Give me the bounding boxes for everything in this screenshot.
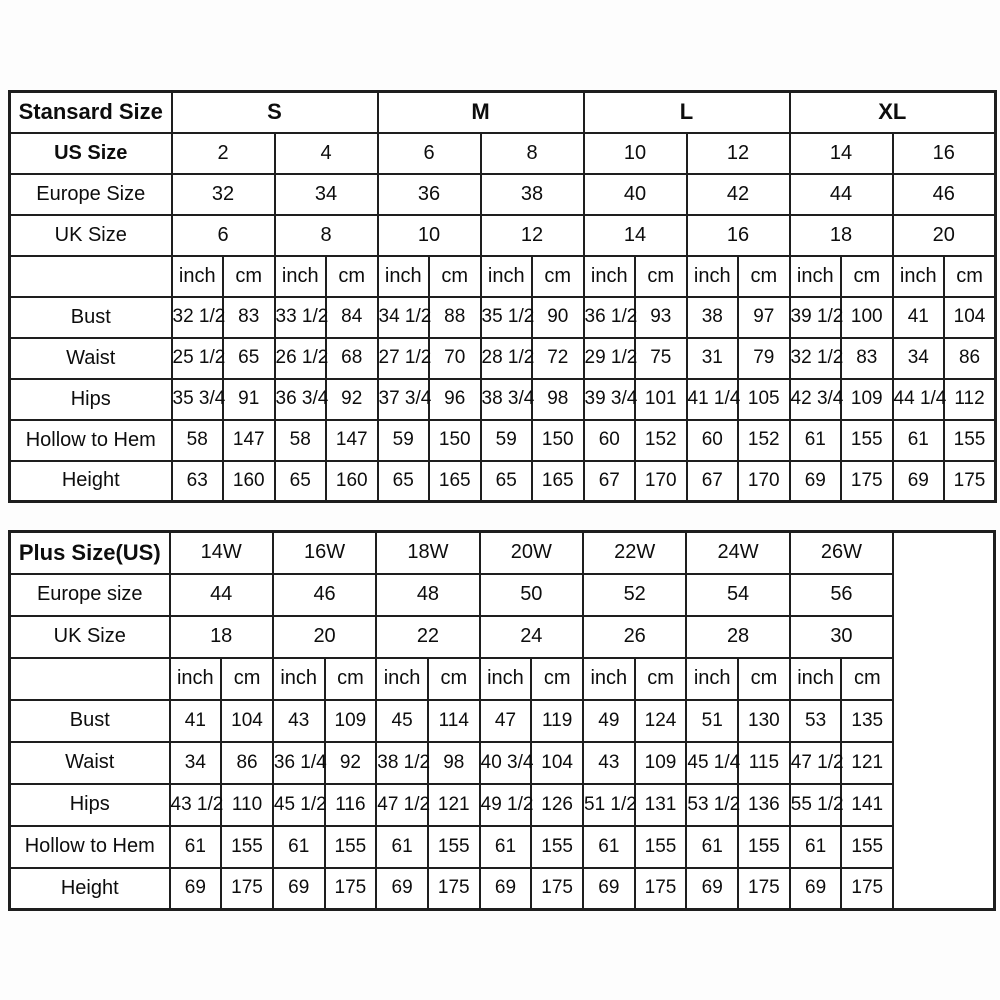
- bust-cell: 84: [326, 297, 378, 338]
- europe-size-cell: 44: [170, 574, 273, 616]
- bust-cell: 43: [273, 700, 325, 742]
- hollow-cell: 155: [635, 826, 687, 868]
- height-cell: 175: [428, 868, 480, 910]
- hips-cell: 47 1/2: [376, 784, 428, 826]
- hips-cell: 42 3/4: [790, 379, 842, 420]
- hollow-cell: 155: [841, 826, 893, 868]
- us-size-cell: 6: [378, 133, 481, 174]
- hips-cell: 141: [841, 784, 893, 826]
- hollow-cell: 61: [790, 420, 842, 461]
- height-cell: 175: [738, 868, 790, 910]
- waist-cell: 26 1/2: [275, 338, 327, 379]
- hollow-cell: 61: [376, 826, 428, 868]
- us-size-cell: 12: [687, 133, 790, 174]
- plus-waist-row: [10, 742, 995, 784]
- height-row: [10, 461, 996, 502]
- bust-cell: 33 1/2: [275, 297, 327, 338]
- size-group-s: S: [172, 92, 378, 133]
- height-cell: 165: [429, 461, 481, 502]
- hips-cell: 101: [635, 379, 687, 420]
- waist-cell: 43: [583, 742, 635, 784]
- row-label-hips: Hips: [10, 379, 172, 420]
- europe-size-cell: 48: [376, 574, 479, 616]
- waist-cell: 86: [944, 338, 996, 379]
- waist-cell: 104: [531, 742, 583, 784]
- hips-cell: 45 1/2: [273, 784, 325, 826]
- empty-cell: [10, 658, 170, 700]
- unit-inch: inch: [686, 658, 738, 700]
- bust-cell: 109: [325, 700, 377, 742]
- uk-size-cell: 22: [376, 616, 479, 658]
- hips-row: [10, 379, 996, 420]
- size-group-m: M: [378, 92, 584, 133]
- hips-cell: 36 3/4: [275, 379, 327, 420]
- waist-cell: 40 3/4: [480, 742, 532, 784]
- hollow-cell: 61: [686, 826, 738, 868]
- size-group-xl: XL: [790, 92, 996, 133]
- us-size-cell: 4: [275, 133, 378, 174]
- height-cell: 69: [376, 868, 428, 910]
- hips-cell: 49 1/2: [480, 784, 532, 826]
- uk-size-cell: 12: [481, 215, 584, 256]
- uk-size-cell: 18: [170, 616, 273, 658]
- uk-size-cell: 28: [686, 616, 789, 658]
- us-size-cell: 2: [172, 133, 275, 174]
- hips-cell: 37 3/4: [378, 379, 430, 420]
- waist-cell: 83: [841, 338, 893, 379]
- hips-cell: 41 1/4: [687, 379, 739, 420]
- hollow-cell: 155: [841, 420, 893, 461]
- units-row: [10, 256, 996, 297]
- hollow-cell: 61: [893, 420, 945, 461]
- height-cell: 69: [170, 868, 222, 910]
- us-size-cell: 14: [790, 133, 893, 174]
- row-label-bust: Bust: [10, 700, 170, 742]
- hollow-cell: 58: [172, 420, 224, 461]
- height-cell: 160: [326, 461, 378, 502]
- height-cell: 67: [687, 461, 739, 502]
- height-cell: 69: [893, 461, 945, 502]
- standard-table-title: Stansard Size: [10, 92, 172, 133]
- waist-row: [10, 338, 996, 379]
- hips-cell: 91: [223, 379, 275, 420]
- hips-cell: 121: [428, 784, 480, 826]
- hollow-cell: 60: [687, 420, 739, 461]
- row-label-europe-size: Europe size: [10, 574, 170, 616]
- uk-size-cell: 20: [273, 616, 376, 658]
- waist-cell: 115: [738, 742, 790, 784]
- bust-cell: 49: [583, 700, 635, 742]
- unit-inch: inch: [170, 658, 222, 700]
- bust-cell: 100: [841, 297, 893, 338]
- waist-cell: 65: [223, 338, 275, 379]
- unit-cm: cm: [841, 256, 893, 297]
- unit-cm: cm: [531, 658, 583, 700]
- us-size-row: [10, 133, 996, 174]
- bust-cell: 39 1/2: [790, 297, 842, 338]
- us-size-cell: 8: [481, 133, 584, 174]
- bust-cell: 41: [170, 700, 222, 742]
- height-cell: 69: [686, 868, 738, 910]
- hollow-cell: 152: [738, 420, 790, 461]
- size-group-22w: 22W: [583, 532, 686, 574]
- hips-cell: 98: [532, 379, 584, 420]
- hollow-cell: 155: [944, 420, 996, 461]
- bust-cell: 47: [480, 700, 532, 742]
- height-cell: 69: [583, 868, 635, 910]
- plus-units-row: [10, 658, 995, 700]
- hips-cell: 131: [635, 784, 687, 826]
- height-cell: 175: [635, 868, 687, 910]
- bust-cell: 97: [738, 297, 790, 338]
- hips-cell: 112: [944, 379, 996, 420]
- bust-cell: 135: [841, 700, 893, 742]
- hollow-cell: 61: [273, 826, 325, 868]
- uk-size-cell: 20: [893, 215, 996, 256]
- unit-cm: cm: [223, 256, 275, 297]
- waist-cell: 75: [635, 338, 687, 379]
- unit-cm: cm: [429, 256, 481, 297]
- us-size-cell: 16: [893, 133, 996, 174]
- row-label-us-size: US Size: [10, 133, 172, 174]
- europe-size-cell: 54: [686, 574, 789, 616]
- waist-cell: 25 1/2: [172, 338, 224, 379]
- empty-trailing-column: [893, 532, 994, 910]
- bust-cell: 124: [635, 700, 687, 742]
- bust-cell: 41: [893, 297, 945, 338]
- europe-size-cell: 46: [893, 174, 996, 215]
- height-cell: 65: [275, 461, 327, 502]
- unit-inch: inch: [481, 256, 533, 297]
- hollow-cell: 61: [583, 826, 635, 868]
- hips-cell: 109: [841, 379, 893, 420]
- hips-cell: 55 1/2: [790, 784, 842, 826]
- uk-size-cell: 24: [480, 616, 583, 658]
- row-label-hollow-to-hem: Hollow to Hem: [10, 826, 170, 868]
- hips-cell: 38 3/4: [481, 379, 533, 420]
- bust-cell: 93: [635, 297, 687, 338]
- uk-size-cell: 8: [275, 215, 378, 256]
- hollow-cell: 155: [738, 826, 790, 868]
- unit-inch: inch: [583, 658, 635, 700]
- hips-cell: 35 3/4: [172, 379, 224, 420]
- europe-size-cell: 44: [790, 174, 893, 215]
- hips-cell: 96: [429, 379, 481, 420]
- waist-cell: 72: [532, 338, 584, 379]
- row-label-waist: Waist: [10, 338, 172, 379]
- waist-cell: 32 1/2: [790, 338, 842, 379]
- row-label-bust: Bust: [10, 297, 172, 338]
- unit-cm: cm: [841, 658, 893, 700]
- uk-size-cell: 30: [790, 616, 893, 658]
- hollow-cell: 147: [326, 420, 378, 461]
- waist-cell: 28 1/2: [481, 338, 533, 379]
- waist-cell: 27 1/2: [378, 338, 430, 379]
- hollow-cell: 61: [480, 826, 532, 868]
- unit-cm: cm: [944, 256, 996, 297]
- row-label-waist: Waist: [10, 742, 170, 784]
- uk-size-cell: 10: [378, 215, 481, 256]
- unit-inch: inch: [790, 658, 842, 700]
- hollow-cell: 58: [275, 420, 327, 461]
- height-cell: 65: [378, 461, 430, 502]
- waist-cell: 70: [429, 338, 481, 379]
- height-cell: 165: [532, 461, 584, 502]
- standard-size-table: [8, 90, 997, 503]
- uk-size-cell: 14: [584, 215, 687, 256]
- hips-cell: 126: [531, 784, 583, 826]
- europe-size-cell: 34: [275, 174, 378, 215]
- hollow-cell: 60: [584, 420, 636, 461]
- waist-cell: 92: [325, 742, 377, 784]
- size-group-26w: 26W: [790, 532, 893, 574]
- unit-inch: inch: [893, 256, 945, 297]
- waist-cell: 121: [841, 742, 893, 784]
- unit-inch: inch: [687, 256, 739, 297]
- hips-cell: 51 1/2: [583, 784, 635, 826]
- unit-cm: cm: [635, 658, 687, 700]
- height-cell: 175: [841, 868, 893, 910]
- height-cell: 175: [531, 868, 583, 910]
- hollow-cell: 152: [635, 420, 687, 461]
- bust-cell: 51: [686, 700, 738, 742]
- uk-size-cell: 18: [790, 215, 893, 256]
- row-label-europe-size: Europe Size: [10, 174, 172, 215]
- waist-cell: 45 1/4: [686, 742, 738, 784]
- size-group-24w: 24W: [686, 532, 789, 574]
- waist-cell: 79: [738, 338, 790, 379]
- unit-cm: cm: [221, 658, 273, 700]
- size-group-16w: 16W: [273, 532, 376, 574]
- europe-size-cell: 50: [480, 574, 583, 616]
- unit-cm: cm: [326, 256, 378, 297]
- plus-size-table: [8, 530, 996, 911]
- waist-cell: 34: [893, 338, 945, 379]
- height-cell: 69: [480, 868, 532, 910]
- waist-cell: 109: [635, 742, 687, 784]
- europe-size-cell: 46: [273, 574, 376, 616]
- bust-cell: 104: [944, 297, 996, 338]
- unit-inch: inch: [378, 256, 430, 297]
- waist-cell: 98: [428, 742, 480, 784]
- waist-cell: 68: [326, 338, 378, 379]
- hollow-cell: 61: [170, 826, 222, 868]
- unit-inch: inch: [480, 658, 532, 700]
- hollow-to-hem-row: [10, 420, 996, 461]
- hips-cell: 43 1/2: [170, 784, 222, 826]
- height-cell: 170: [635, 461, 687, 502]
- europe-size-cell: 40: [584, 174, 687, 215]
- bust-cell: 32 1/2: [172, 297, 224, 338]
- unit-cm: cm: [325, 658, 377, 700]
- standard-header-row: [10, 92, 996, 133]
- unit-cm: cm: [738, 256, 790, 297]
- height-cell: 69: [790, 868, 842, 910]
- uk-size-cell: 16: [687, 215, 790, 256]
- europe-size-cell: 38: [481, 174, 584, 215]
- height-cell: 65: [481, 461, 533, 502]
- empty-cell: [10, 256, 172, 297]
- bust-cell: 34 1/2: [378, 297, 430, 338]
- waist-cell: 38 1/2: [376, 742, 428, 784]
- bust-cell: 35 1/2: [481, 297, 533, 338]
- height-cell: 175: [841, 461, 893, 502]
- bust-cell: 83: [223, 297, 275, 338]
- uk-size-cell: 6: [172, 215, 275, 256]
- unit-inch: inch: [584, 256, 636, 297]
- unit-cm: cm: [428, 658, 480, 700]
- bust-cell: 53: [790, 700, 842, 742]
- hollow-cell: 155: [531, 826, 583, 868]
- height-cell: 160: [223, 461, 275, 502]
- unit-inch: inch: [790, 256, 842, 297]
- height-cell: 175: [944, 461, 996, 502]
- height-cell: 67: [584, 461, 636, 502]
- row-label-uk-size: UK Size: [10, 215, 172, 256]
- unit-cm: cm: [532, 256, 584, 297]
- waist-cell: 47 1/2: [790, 742, 842, 784]
- hollow-cell: 59: [378, 420, 430, 461]
- europe-size-row: [10, 174, 996, 215]
- hips-cell: 39 3/4: [584, 379, 636, 420]
- hollow-cell: 155: [428, 826, 480, 868]
- height-cell: 170: [738, 461, 790, 502]
- row-label-height: Height: [10, 461, 172, 502]
- row-label-uk-size: UK Size: [10, 616, 170, 658]
- bust-cell: 114: [428, 700, 480, 742]
- hollow-cell: 59: [481, 420, 533, 461]
- unit-cm: cm: [738, 658, 790, 700]
- europe-size-cell: 52: [583, 574, 686, 616]
- row-label-hips: Hips: [10, 784, 170, 826]
- hollow-cell: 155: [221, 826, 273, 868]
- height-cell: 175: [325, 868, 377, 910]
- waist-cell: 29 1/2: [584, 338, 636, 379]
- size-group-20w: 20W: [480, 532, 583, 574]
- hollow-cell: 147: [223, 420, 275, 461]
- hollow-cell: 150: [429, 420, 481, 461]
- bust-cell: 130: [738, 700, 790, 742]
- unit-inch: inch: [172, 256, 224, 297]
- waist-cell: 31: [687, 338, 739, 379]
- unit-cm: cm: [635, 256, 687, 297]
- height-cell: 63: [172, 461, 224, 502]
- plus-bust-row: [10, 700, 995, 742]
- row-label-height: Height: [10, 868, 170, 910]
- bust-cell: 88: [429, 297, 481, 338]
- hollow-cell: 61: [790, 826, 842, 868]
- hips-cell: 92: [326, 379, 378, 420]
- size-group-l: L: [584, 92, 790, 133]
- plus-europe-size-row: [10, 574, 995, 616]
- us-size-cell: 10: [584, 133, 687, 174]
- plus-hollow-to-hem-row: [10, 826, 995, 868]
- waist-cell: 86: [221, 742, 273, 784]
- hollow-cell: 150: [532, 420, 584, 461]
- unit-inch: inch: [273, 658, 325, 700]
- waist-cell: 36 1/4: [273, 742, 325, 784]
- plus-height-row: [10, 868, 995, 910]
- bust-cell: 36 1/2: [584, 297, 636, 338]
- bust-cell: 90: [532, 297, 584, 338]
- europe-size-cell: 36: [378, 174, 481, 215]
- europe-size-cell: 56: [790, 574, 893, 616]
- hips-cell: 105: [738, 379, 790, 420]
- unit-inch: inch: [376, 658, 428, 700]
- bust-cell: 119: [531, 700, 583, 742]
- bust-cell: 45: [376, 700, 428, 742]
- height-cell: 69: [790, 461, 842, 502]
- plus-table-title: Plus Size(US): [10, 532, 170, 574]
- plus-uk-size-row: [10, 616, 995, 658]
- hips-cell: 136: [738, 784, 790, 826]
- hollow-cell: 155: [325, 826, 377, 868]
- bust-cell: 104: [221, 700, 273, 742]
- plus-header-row: [10, 532, 995, 574]
- plus-hips-row: [10, 784, 995, 826]
- size-group-14w: 14W: [170, 532, 273, 574]
- row-label-hollow-to-hem: Hollow to Hem: [10, 420, 172, 461]
- height-cell: 69: [273, 868, 325, 910]
- hips-cell: 53 1/2: [686, 784, 738, 826]
- size-group-18w: 18W: [376, 532, 479, 574]
- waist-cell: 34: [170, 742, 222, 784]
- europe-size-cell: 32: [172, 174, 275, 215]
- unit-inch: inch: [275, 256, 327, 297]
- hips-cell: 44 1/4: [893, 379, 945, 420]
- height-cell: 175: [221, 868, 273, 910]
- bust-row: [10, 297, 996, 338]
- uk-size-cell: 26: [583, 616, 686, 658]
- europe-size-cell: 42: [687, 174, 790, 215]
- hips-cell: 110: [221, 784, 273, 826]
- uk-size-row: [10, 215, 996, 256]
- hips-cell: 116: [325, 784, 377, 826]
- bust-cell: 38: [687, 297, 739, 338]
